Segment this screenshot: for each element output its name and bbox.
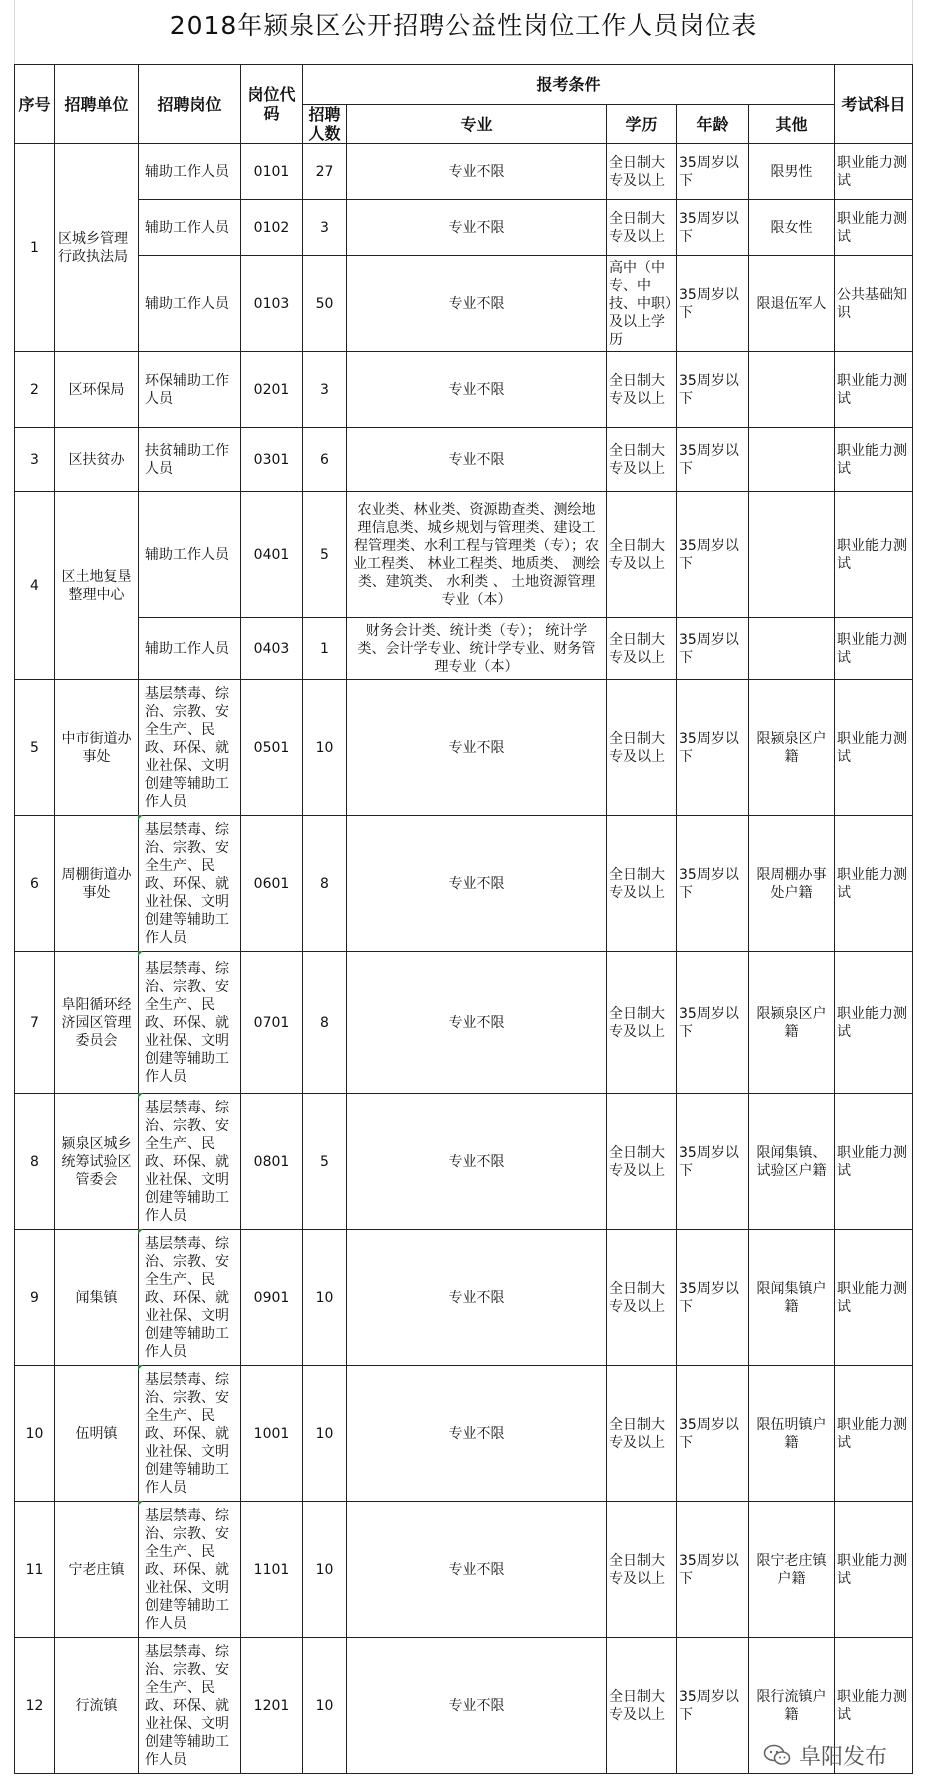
unit-cell: 闻集镇 <box>55 1230 139 1366</box>
header-other: 其他 <box>749 105 835 144</box>
position-cell: 辅助工作人员 <box>139 492 241 618</box>
age-cell: 35周岁以下 <box>677 492 749 618</box>
age-cell: 35周岁以下 <box>677 952 749 1094</box>
unit-cell: 颍泉区城乡统筹试验区管委会 <box>55 1094 139 1230</box>
code-cell: 0201 <box>241 352 303 428</box>
position-text: 基层禁毒、综治、宗教、安全生产、民政、环保、就业社保、文明创建等辅助工作人员 <box>145 960 229 1085</box>
education-cell: 全日制大专及以上 <box>607 1366 677 1502</box>
exam-cell: 职业能力测试 <box>835 1638 913 1774</box>
header-unit: 招聘单位 <box>55 65 139 144</box>
table-row <box>15 816 913 952</box>
age-cell: 35周岁以下 <box>677 618 749 680</box>
table-row <box>15 428 913 492</box>
seq-cell: 12 <box>15 1638 55 1774</box>
age-cell: 35周岁以下 <box>677 144 749 200</box>
code-cell: 0401 <box>241 492 303 618</box>
position-cell <box>139 1366 241 1502</box>
education-cell: 全日制大专及以上 <box>607 618 677 680</box>
code-cell: 1001 <box>241 1366 303 1502</box>
code-cell: 0801 <box>241 1094 303 1230</box>
age-cell: 35周岁以下 <box>677 256 749 352</box>
table-row <box>15 952 913 1094</box>
position-cell: 辅助工作人员 <box>139 618 241 680</box>
table-row <box>15 1502 913 1638</box>
other-cell: 限退伍军人 <box>749 256 835 352</box>
unit-cell: 中市街道办事处 <box>55 680 139 816</box>
major-cell: 专业不限 <box>347 952 607 1094</box>
exam-cell: 公共基础知识 <box>835 256 913 352</box>
table-row <box>15 618 913 680</box>
exam-cell: 职业能力测试 <box>835 428 913 492</box>
education-cell: 高中（中专、中技、中职）及以上学历 <box>607 256 677 352</box>
count-cell: 3 <box>303 200 347 256</box>
table-row <box>15 1094 913 1230</box>
age-cell: 35周岁以下 <box>677 1502 749 1638</box>
header-code: 岗位代码 <box>241 65 303 144</box>
position-text: 基层禁毒、综治、宗教、安全生产、民政、环保、就业社保、文明创建等辅助工作人员 <box>145 821 229 946</box>
code-cell: 0701 <box>241 952 303 1094</box>
major-cell: 专业不限 <box>347 1094 607 1230</box>
code-cell: 0102 <box>241 200 303 256</box>
unit-cell: 区土地复垦整理中心 <box>55 492 139 680</box>
major-cell: 农业类、林业类、资源勘查类、测绘地理信息类、城乡规划与管理类、建设工程管理类、水利工程与管理类（专）；农业工程类、 林业工程类、地质类、 测绘类、建筑类、 水利类 、 土地资源管理专业（本） <box>347 492 607 618</box>
other-cell: 限颍泉区户籍 <box>749 952 835 1094</box>
exam-cell: 职业能力测试 <box>835 1230 913 1366</box>
major-cell: 专业不限 <box>347 1366 607 1502</box>
exam-cell: 职业能力测试 <box>835 1366 913 1502</box>
education-cell: 全日制大专及以上 <box>607 144 677 200</box>
header-major: 专业 <box>347 105 607 144</box>
code-cell: 0101 <box>241 144 303 200</box>
other-cell <box>749 352 835 428</box>
seq-cell: 5 <box>15 680 55 816</box>
exam-cell: 职业能力测试 <box>835 680 913 816</box>
seq-cell: 7 <box>15 952 55 1094</box>
education-cell: 全日制大专及以上 <box>607 200 677 256</box>
position-text: 基层禁毒、综治、宗教、安全生产、民政、环保、就业社保、文明创建等辅助工作人员 <box>145 1099 229 1224</box>
exam-cell: 职业能力测试 <box>835 1094 913 1230</box>
count-cell: 8 <box>303 952 347 1094</box>
age-cell: 35周岁以下 <box>677 200 749 256</box>
education-cell: 全日制大专及以上 <box>607 680 677 816</box>
seq-cell: 4 <box>15 492 55 680</box>
exam-cell: 职业能力测试 <box>835 200 913 256</box>
position-cell: 环保辅助工作人员 <box>139 352 241 428</box>
age-cell: 35周岁以下 <box>677 352 749 428</box>
major-cell: 专业不限 <box>347 256 607 352</box>
education-cell: 全日制大专及以上 <box>607 1230 677 1366</box>
code-cell: 1101 <box>241 1502 303 1638</box>
table-row <box>15 144 913 200</box>
header-position: 招聘岗位 <box>139 65 241 144</box>
cell-marker <box>138 1093 143 1098</box>
exam-cell: 职业能力测试 <box>835 352 913 428</box>
seq-cell: 2 <box>15 352 55 428</box>
table-row <box>15 1230 913 1366</box>
code-cell: 1201 <box>241 1638 303 1774</box>
cell-marker <box>138 951 143 956</box>
exam-cell: 职业能力测试 <box>835 618 913 680</box>
watermark-text: 阜阳发布 <box>798 1744 887 1770</box>
table-row <box>15 352 913 428</box>
age-cell: 35周岁以下 <box>677 680 749 816</box>
table-row <box>15 200 913 256</box>
count-cell: 5 <box>303 1094 347 1230</box>
position-cell <box>139 952 241 1094</box>
cell-marker <box>138 1229 143 1234</box>
count-cell: 3 <box>303 352 347 428</box>
code-cell: 0901 <box>241 1230 303 1366</box>
other-cell <box>749 618 835 680</box>
unit-cell: 阜阳循环经济园区管理委员会 <box>55 952 139 1094</box>
other-cell: 限男性 <box>749 144 835 200</box>
unit-cell: 宁老庄镇 <box>55 1502 139 1638</box>
exam-cell: 职业能力测试 <box>835 952 913 1094</box>
count-cell: 8 <box>303 816 347 952</box>
other-cell: 限行流镇户籍 <box>749 1638 835 1774</box>
header-count: 招聘人数 <box>303 105 347 144</box>
seq-cell: 1 <box>15 144 55 352</box>
count-cell: 1 <box>303 618 347 680</box>
table-row <box>15 492 913 618</box>
code-cell: 0301 <box>241 428 303 492</box>
position-cell: 基层禁毒、综治、宗教、安全生产、民政、环保、就业社保、文明创建等辅助工作人员 <box>139 1638 241 1774</box>
major-cell: 专业不限 <box>347 200 607 256</box>
exam-cell: 职业能力测试 <box>835 144 913 200</box>
table-row <box>15 680 913 816</box>
other-cell: 限宁老庄镇户籍 <box>749 1502 835 1638</box>
education-cell: 全日制大专及以上 <box>607 1094 677 1230</box>
count-cell: 10 <box>303 1366 347 1502</box>
seq-cell: 8 <box>15 1094 55 1230</box>
position-text: 基层禁毒、综治、宗教、安全生产、民政、环保、就业社保、文明创建等辅助工作人员 <box>145 1371 229 1496</box>
education-cell: 全日制大专及以上 <box>607 952 677 1094</box>
education-cell: 全日制大专及以上 <box>607 352 677 428</box>
education-cell: 全日制大专及以上 <box>607 1502 677 1638</box>
code-cell: 0403 <box>241 618 303 680</box>
position-text: 基层禁毒、综治、宗教、安全生产、民政、环保、就业社保、文明创建等辅助工作人员 <box>145 1235 229 1360</box>
seq-cell: 6 <box>15 816 55 952</box>
education-cell: 全日制大专及以上 <box>607 816 677 952</box>
other-cell: 限周棚办事处户籍 <box>749 816 835 952</box>
major-cell: 专业不限 <box>347 352 607 428</box>
major-cell: 专业不限 <box>347 144 607 200</box>
major-cell: 专业不限 <box>347 680 607 816</box>
positions-table <box>14 64 913 1774</box>
exam-cell: 职业能力测试 <box>835 1502 913 1638</box>
major-cell: 专业不限 <box>347 428 607 492</box>
count-cell: 10 <box>303 680 347 816</box>
count-cell: 10 <box>303 1230 347 1366</box>
major-cell: 专业不限 <box>347 1230 607 1366</box>
unit-cell: 伍明镇 <box>55 1366 139 1502</box>
age-cell: 35周岁以下 <box>677 1366 749 1502</box>
position-cell: 扶贫辅助工作人员 <box>139 428 241 492</box>
cell-marker <box>138 815 143 820</box>
header-education: 学历 <box>607 105 677 144</box>
count-cell: 6 <box>303 428 347 492</box>
other-cell: 限闻集镇、试验区户籍 <box>749 1094 835 1230</box>
major-cell: 专业不限 <box>347 816 607 952</box>
other-cell: 限闻集镇户籍 <box>749 1230 835 1366</box>
major-cell: 专业不限 <box>347 1502 607 1638</box>
age-cell: 35周岁以下 <box>677 1638 749 1774</box>
position-cell <box>139 1230 241 1366</box>
age-cell: 35周岁以下 <box>677 1230 749 1366</box>
seq-cell: 10 <box>15 1366 55 1502</box>
other-cell: 限伍明镇户籍 <box>749 1366 835 1502</box>
position-cell <box>139 1502 241 1638</box>
header-seq: 序号 <box>15 65 55 144</box>
position-cell: 辅助工作人员 <box>139 256 241 352</box>
position-text: 基层禁毒、综治、宗教、安全生产、民政、环保、就业社保、文明创建等辅助工作人员 <box>145 1507 229 1632</box>
count-cell: 10 <box>303 1638 347 1774</box>
position-cell <box>139 1094 241 1230</box>
document-title: 2018年颍泉区公开招聘公益性岗位工作人员岗位表 <box>169 11 758 40</box>
major-cell: 专业不限 <box>347 1638 607 1774</box>
code-cell: 0501 <box>241 680 303 816</box>
count-cell: 27 <box>303 144 347 200</box>
other-cell: 限女性 <box>749 200 835 256</box>
code-cell: 0601 <box>241 816 303 952</box>
count-cell: 50 <box>303 256 347 352</box>
age-cell: 35周岁以下 <box>677 1094 749 1230</box>
other-cell <box>749 492 835 618</box>
unit-cell: 行流镇 <box>55 1638 139 1774</box>
seq-cell: 3 <box>15 428 55 492</box>
header-conditions: 报考条件 <box>303 65 835 105</box>
seq-cell: 9 <box>15 1230 55 1366</box>
major-cell: 财务会计类、统计类（专）； 统计学类、会计学专业、统计学专业、财务管理专业（本） <box>347 618 607 680</box>
other-cell <box>749 428 835 492</box>
unit-cell: 区环保局 <box>55 352 139 428</box>
header-age: 年龄 <box>677 105 749 144</box>
unit-cell: 周棚街道办事处 <box>55 816 139 952</box>
exam-cell: 职业能力测试 <box>835 492 913 618</box>
exam-cell: 职业能力测试 <box>835 816 913 952</box>
unit-cell: 区扶贫办 <box>55 428 139 492</box>
position-cell: 辅助工作人员 <box>139 144 241 200</box>
age-cell: 35周岁以下 <box>677 816 749 952</box>
age-cell: 35周岁以下 <box>677 428 749 492</box>
code-cell: 0103 <box>241 256 303 352</box>
count-cell: 10 <box>303 1502 347 1638</box>
unit-cell: 区城乡管理行政执法局 <box>55 144 139 352</box>
table-row <box>15 256 913 352</box>
table-row <box>15 1366 913 1502</box>
cell-marker <box>138 1501 143 1506</box>
other-cell: 限颍泉区户籍 <box>749 680 835 816</box>
cell-marker <box>138 1365 143 1370</box>
header-exam: 考试科目 <box>835 65 913 144</box>
education-cell: 全日制大专及以上 <box>607 492 677 618</box>
watermark <box>763 1741 887 1769</box>
position-cell: 辅助工作人员 <box>139 200 241 256</box>
count-cell: 5 <box>303 492 347 618</box>
seq-cell: 11 <box>15 1502 55 1638</box>
wechat-icon <box>763 1744 791 1766</box>
education-cell: 全日制大专及以上 <box>607 428 677 492</box>
position-cell: 基层禁毒、综治、宗教、安全生产、民政、环保、就业社保、文明创建等辅助工作人员 <box>139 680 241 816</box>
education-cell: 全日制大专及以上 <box>607 1638 677 1774</box>
position-cell <box>139 816 241 952</box>
